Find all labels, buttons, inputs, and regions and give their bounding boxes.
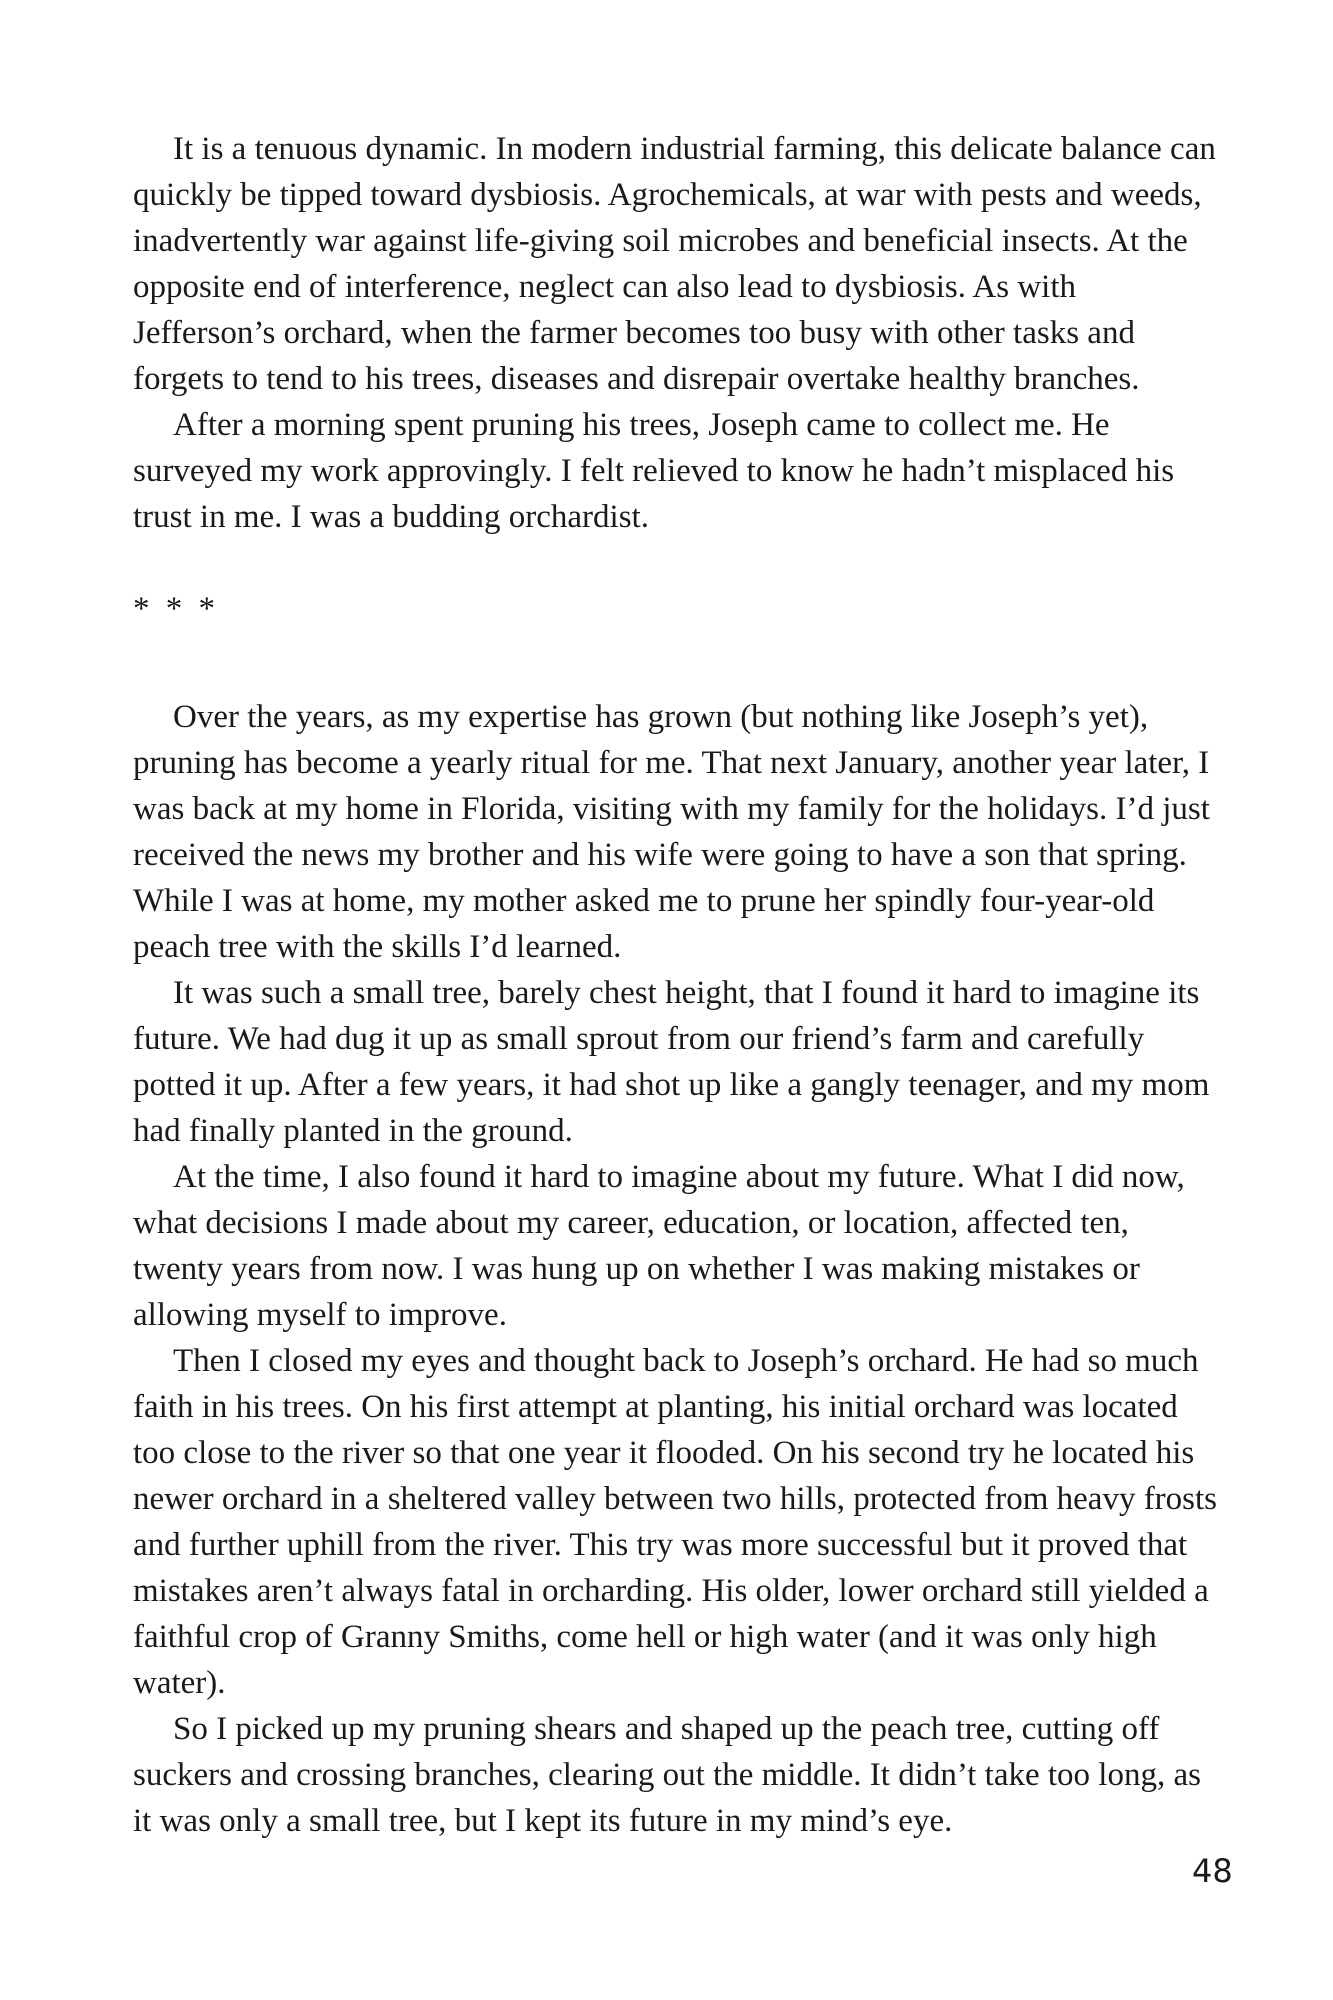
- page-body: [133, 126, 1223, 1844]
- section-break: * * *: [133, 591, 219, 627]
- paragraph: Over the years, as my expertise has grown (but nothing like Joseph’s yet), pruning has become a yearly ritual for me. That next January, another year later, I was back at my home in Florida, visiting with my family for the holidays. I’d just received the news my brother and his wife were going to have a son that spring. While I was at home, my mother asked me to prune her spindly four-year-old peach tree with the skills I’d learned.: [133, 699, 1210, 965]
- paragraph: It is a tenuous dynamic. In modern industrial farming, this delicate balance can quickly be tipped toward dysbiosis. Agrochemicals, at war with pests and weeds, inadvertently war against life-giving soil microbes and beneficial insects. At the opposite end of interference, neglect can also lead to dysbiosis. As with Jefferson’s orchard, when the farmer becomes too busy with other tasks and forgets to tend to his trees, diseases and disrepair overtake healthy branches.: [133, 131, 1216, 397]
- paragraph: At the time, I also found it hard to imagine about my future. What I did now, what decisions I made about my career, education, or location, affected ten, twenty years from now. I was hung up on whether I was making mistakes or allowing myself to improve.: [133, 1159, 1185, 1333]
- paragraph: It was such a small tree, barely chest height, that I found it hard to imagine its future. We had dug it up as small sprout from our friend’s farm and carefully potted it up. After a few years, it had shot up like a gangly teenager, and my mom had finally planted in the ground.: [133, 975, 1210, 1149]
- page-number: 48: [1192, 1852, 1233, 1890]
- paragraph: After a morning spent pruning his trees, Joseph came to collect me. He surveyed my work approvingly. I felt relieved to know he hadn’t misplaced his trust in me. I was a budding orchardist.: [133, 407, 1175, 535]
- paragraph: Then I closed my eyes and thought back to Joseph’s orchard. He had so much faith in his trees. On his first attempt at planting, his initial orchard was located too close to the river so that one year it flooded. On his second try he located his newer orchard in a sheltered valley between two hills, protected from heavy frosts and further uphill from the river. This try was more successful but it proved that mistakes aren’t always fatal in orcharding. His older, lower orchard still yielded a faithful crop of Granny Smiths, come hell or high water (and it was only high water).: [133, 1343, 1218, 1701]
- paragraph: So I picked up my pruning shears and shaped up the peach tree, cutting off suckers and crossing branches, clearing out the middle. It didn’t take too long, as it was only a small tree, but I kept its future in my mind’s eye.: [133, 1711, 1201, 1839]
